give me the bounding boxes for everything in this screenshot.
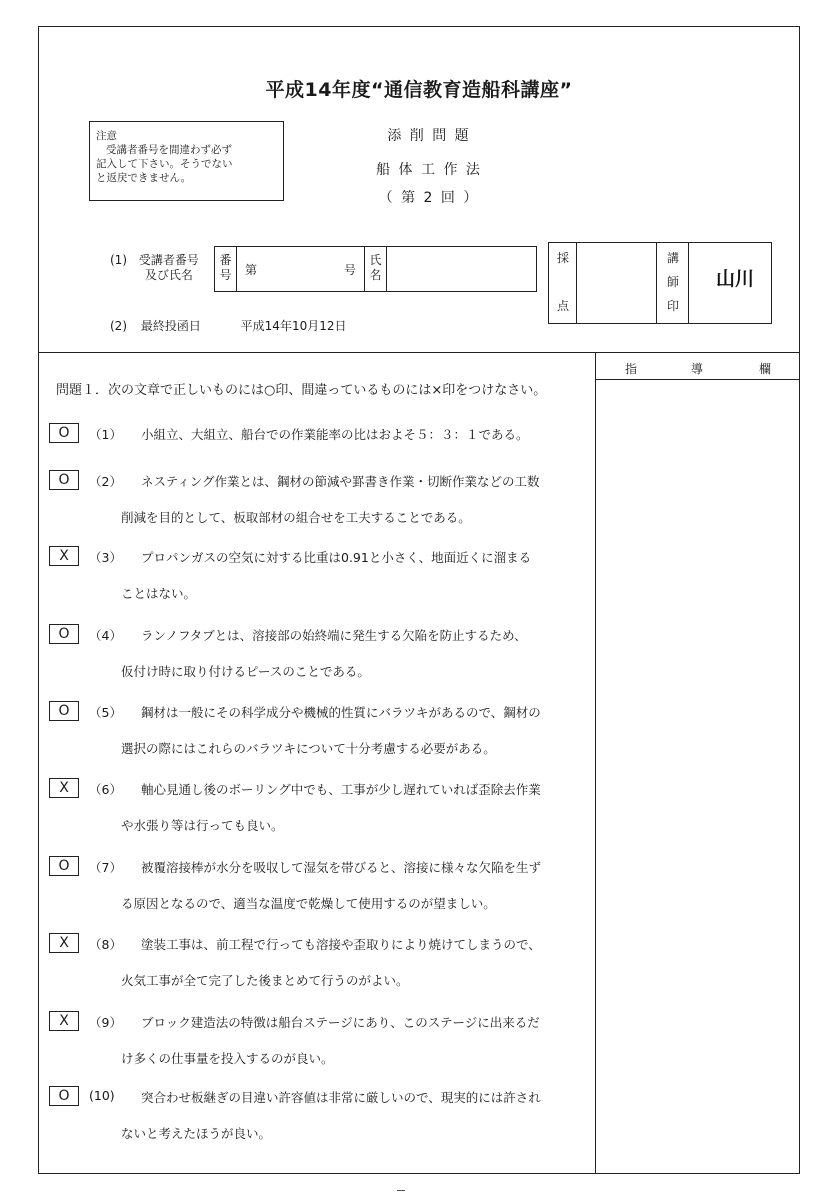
student-name-field[interactable]: [387, 247, 536, 291]
item-text-line-1: 塗装工事は、前工程で行っても溶接や歪取りにより焼けてしまうので、: [141, 937, 541, 952]
registration-label-line-2: 及び氏名: [144, 268, 193, 282]
item-text-line-2: 選択の際にはこれらのバラツキについて十分考慮する必要がある。: [121, 741, 496, 756]
score-field[interactable]: [577, 243, 657, 323]
subtitle-line-1: 添 削 問 題: [387, 128, 471, 144]
answer-mark-box[interactable]: O: [49, 624, 79, 644]
item-text-line-1: 突合わせ板継ぎの目違い許容値は非常に厳しいので、現実的には許され: [141, 1090, 541, 1105]
item-text-line-2: ないと考えたほうが良い。: [121, 1126, 272, 1141]
guide-column-divider: [595, 352, 596, 1173]
answer-mark-box[interactable]: O: [49, 423, 79, 443]
item-text-line-1: 被覆溶接棒が水分を吸収して湿気を帯びると、溶接に様々な欠陥を生ず: [141, 860, 542, 875]
name-label-cell: [365, 247, 387, 291]
number-label-1: 番: [219, 253, 232, 267]
item-text-line-2: ことはない。: [121, 586, 197, 601]
deadline-item-no: (2): [110, 319, 127, 333]
page-footer-mark: [397, 1190, 405, 1191]
item-text-line-1: 鋼材は一般にその科学成分や機械的性質にバラツキがあるので、鋼材の: [141, 705, 541, 720]
item-number: （2）: [89, 474, 122, 489]
registration-item-no: (1): [110, 253, 127, 267]
item-number: （8）: [89, 937, 122, 952]
name-label-1: 氏: [369, 253, 382, 267]
guide-label-1: 指: [625, 362, 638, 376]
guide-label-3: 欄: [759, 362, 772, 376]
answer-mark-box[interactable]: O: [49, 856, 79, 876]
number-prefix: 第: [245, 263, 258, 277]
student-number-field[interactable]: [237, 247, 365, 291]
number-suffix: 号: [343, 263, 356, 277]
registration-box: [214, 246, 537, 292]
seal-label-cell: [657, 243, 689, 323]
item-text-line-1: ランノフタブとは、溶接部の始終端に発生する欠陥を防止するため、: [141, 628, 527, 643]
item-text-line-2: 仮付け時に取り付けるピースのことである。: [121, 664, 370, 679]
score-label-1: 採: [556, 251, 569, 265]
score-label-cell: [549, 243, 577, 323]
item-text-line-2: 火気工事が全て完了した後まとめて行うのがよい。: [121, 973, 409, 988]
registration-label: [110, 253, 199, 283]
name-label-2: 名: [369, 268, 382, 282]
item-number: （9）: [89, 1015, 122, 1030]
answer-mark-box[interactable]: O: [49, 470, 79, 490]
item-number: （3）: [89, 550, 122, 565]
answer-mark-box[interactable]: X: [49, 546, 79, 566]
answer-sheet: [38, 26, 800, 1174]
item-number: （4）: [89, 628, 122, 643]
number-label-2: 号: [219, 268, 232, 282]
number-label-cell: [215, 247, 237, 291]
answer-mark-box[interactable]: O: [49, 1086, 79, 1106]
item-text-line-1: ブロック建造法の特徴は船台ステージにあり、このステージに出来るだ: [141, 1015, 540, 1030]
item-number: （1）: [89, 427, 122, 442]
subtitle-line-3: （ 第 2 回 ）: [378, 190, 480, 206]
notice-line-1: 受講者番号を間違わず必ず: [106, 144, 232, 156]
answer-mark-box[interactable]: X: [49, 778, 79, 798]
question-title: 問題１．次の文章で正しいものには○印、間違っているものには×印をつけなさい。: [56, 383, 547, 398]
instructor-seal-stamp: 山川: [715, 268, 754, 290]
deadline-label: 最終投函日: [140, 319, 201, 333]
seal-label-2: 師: [666, 275, 679, 289]
grading-box: [548, 242, 772, 324]
registration-label-line-1: 受講者番号: [138, 253, 199, 267]
item-number: （6）: [89, 782, 122, 797]
item-text-line-1: 軸心見通し後のボーリング中でも、工事が少し遅れていれば歪除去作業: [141, 782, 541, 797]
guide-label-2: 導: [691, 362, 704, 376]
item-text-line-1: ネスティング作業とは、鋼材の節減や罫書き作業・切断作業などの工数: [141, 474, 540, 489]
item-text-line-2: や水張り等は行っても良い。: [121, 818, 284, 833]
item-text-line-2: 削減を目的として、板取部材の組合せを工夫することである。: [121, 510, 471, 525]
item-text-line-1: 小組立、大組立、船台での作業能率の比はおよそ５：３：１である。: [141, 427, 529, 442]
answer-mark-box[interactable]: X: [49, 933, 79, 953]
notice-box: [89, 121, 284, 201]
answer-mark-box[interactable]: O: [49, 701, 79, 721]
guide-column-header: [595, 352, 799, 380]
item-number: (10): [89, 1088, 115, 1103]
notice-title: 注意: [96, 130, 117, 142]
seal-label-1: 講: [666, 251, 679, 265]
score-label-2: 点: [556, 299, 569, 313]
item-text-line-2: け多くの仕事量を投入するのが良い。: [121, 1051, 334, 1066]
deadline-row: [110, 317, 346, 334]
notice-line-3: と返戻できません。: [96, 172, 192, 184]
subtitle-line-2: 船 体 工 作 法: [376, 162, 482, 178]
seal-label-3: 印: [666, 299, 679, 313]
item-number: （5）: [89, 705, 122, 720]
page-title: 平成14年度“通信教育造船科講座”: [265, 79, 573, 101]
notice-line-2: 記入して下さい。そうでない: [96, 158, 233, 170]
deadline-value: 平成14年10月12日: [240, 319, 347, 333]
item-text-line-2: る原因となるので、適当な温度で乾燥して使用するのが望ましい。: [121, 896, 496, 911]
item-text-line-1: プロパンガスの空気に対する比重は0.91と小さく、地面近くに溜まる: [141, 550, 532, 565]
item-number: （7）: [89, 860, 122, 875]
answer-mark-box[interactable]: X: [49, 1011, 79, 1031]
